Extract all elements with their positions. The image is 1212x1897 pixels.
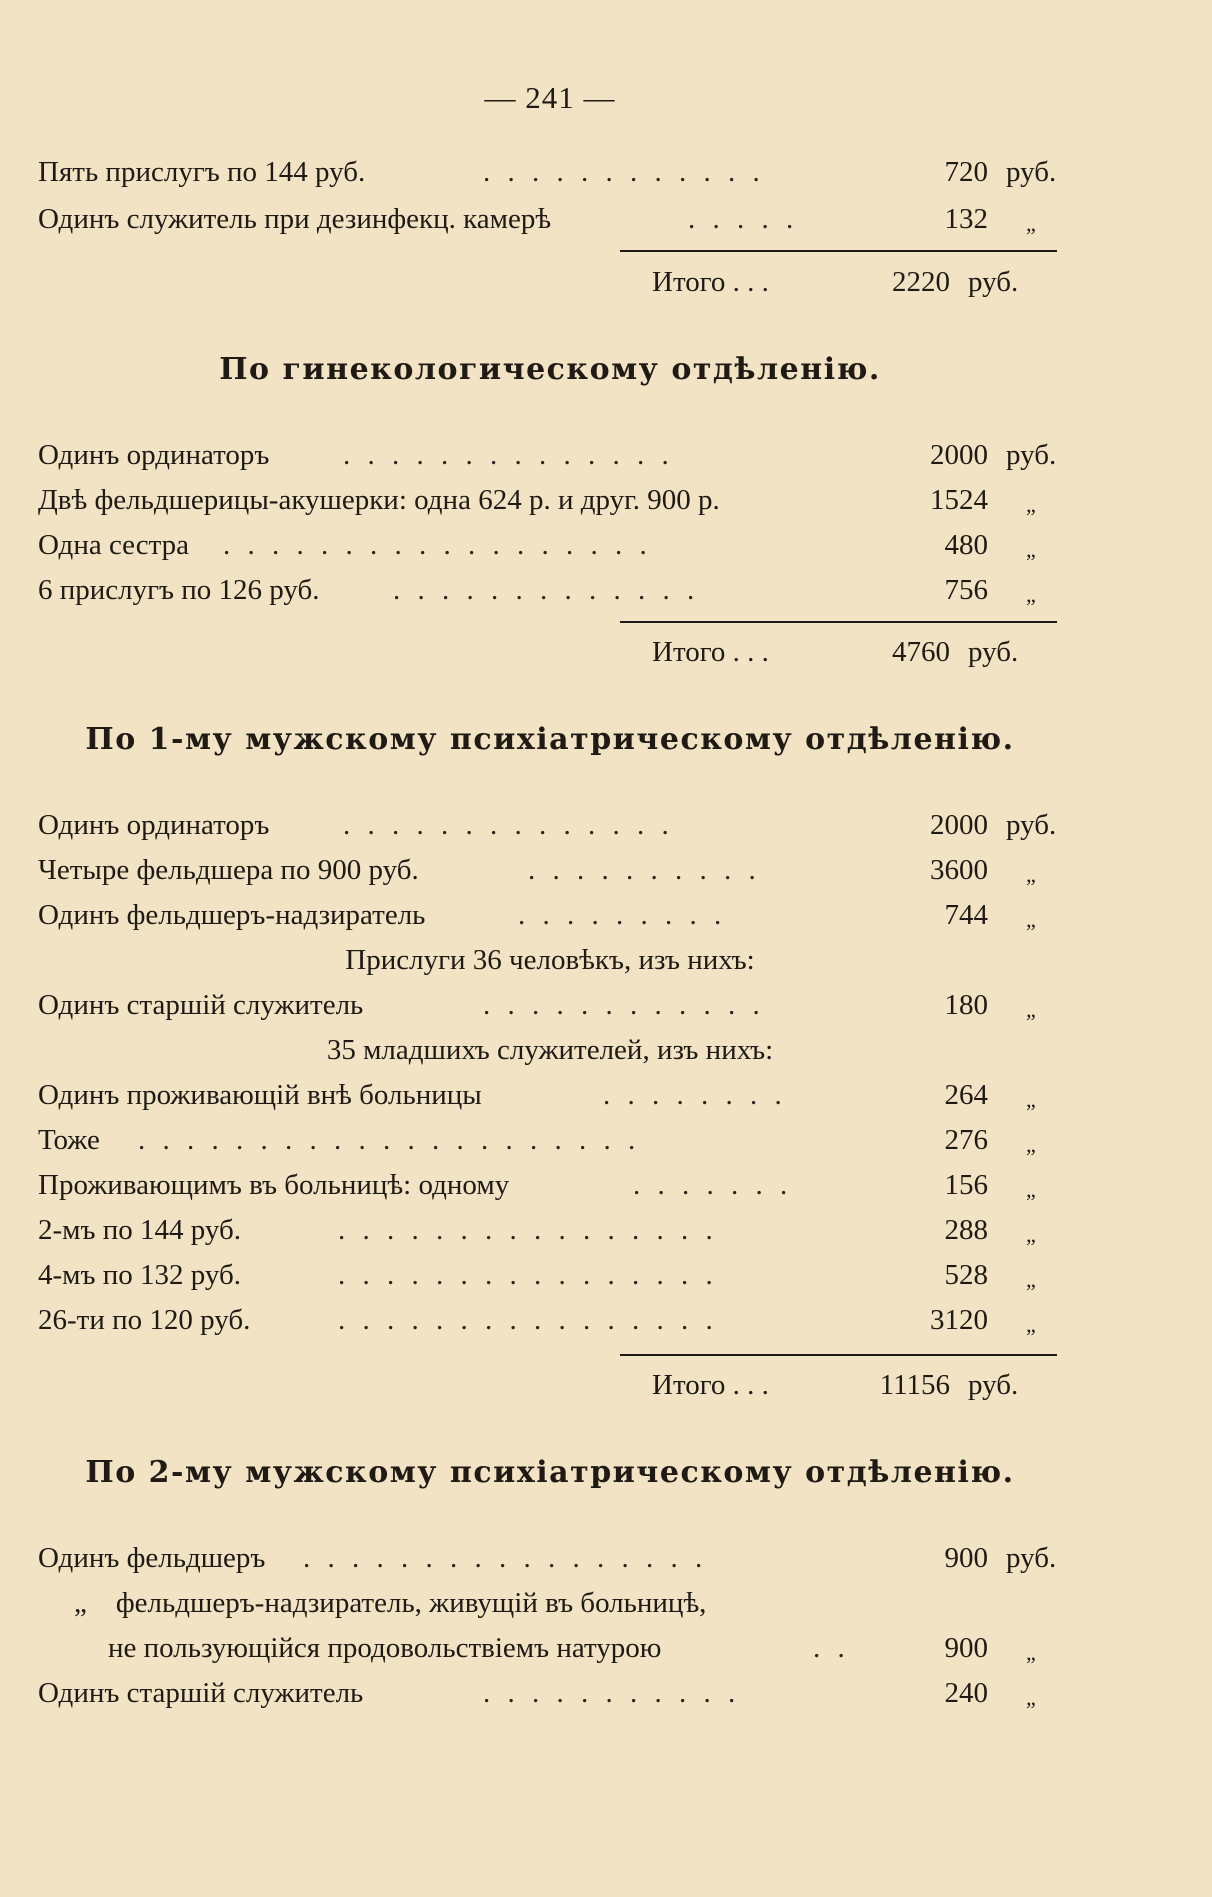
item-unit: „	[1026, 862, 1036, 887]
leader-dots: . . . . . . . . . . .	[483, 1677, 741, 1709]
item-unit: „	[1026, 1640, 1036, 1665]
item-unit: „	[1026, 492, 1036, 517]
item-amount: 288	[944, 1214, 988, 1246]
item-amount: 756	[944, 574, 988, 606]
item-label: Проживающимъ въ больницѣ: одному	[38, 1169, 510, 1201]
item-label: не пользующійся продовольствіемъ натурою	[108, 1632, 662, 1664]
item-label: Одинъ старшій служитель	[38, 989, 364, 1021]
leader-dots: . . . . . . .	[633, 1169, 793, 1201]
item-unit: „	[1026, 1177, 1036, 1202]
total-label: Итого . . .	[652, 266, 769, 298]
item-amount: 180	[944, 989, 988, 1021]
total-row	[620, 1369, 1060, 1405]
total-row	[620, 636, 1060, 672]
item-amount: 276	[944, 1124, 988, 1156]
item-unit: руб.	[1006, 809, 1057, 841]
total-amount: 11156	[879, 1369, 950, 1401]
item-label: Тоже	[38, 1124, 100, 1156]
leader-dots: . . . . . . . . . . . . . . . . . .	[223, 529, 652, 561]
item-label: Одинъ ординаторъ	[38, 439, 270, 471]
item-label: 4-мъ по 132 руб.	[38, 1259, 242, 1291]
leader-dots: . . . . . . . . . . . . . . . . .	[303, 1542, 708, 1574]
item-amount: 480	[944, 529, 988, 561]
item-label: 26-ти по 120 руб.	[38, 1304, 251, 1336]
total-amount: 4760	[892, 636, 950, 668]
item-label: Одинъ служитель при дезинфекц. камерѣ	[38, 203, 552, 235]
leader-dots: . . . . . . . . . . . . . . . .	[338, 1214, 718, 1246]
item-label: Двѣ фельдшерицы-акушерки: одна 624 р. и друг. 900 р.	[38, 484, 720, 516]
item-label: Пять прислугъ по 144 руб.	[38, 156, 366, 188]
leader-dots: . . . . . . . . . . . . . .	[343, 439, 674, 471]
total-rule	[620, 1354, 1057, 1356]
subheading: 35 младшихъ служителей, изъ нихъ:	[326, 1034, 774, 1066]
section-heading: По 2-му мужскому психіатрическому отдѣленію.	[85, 1455, 1015, 1490]
leader-dots: . . . . . . . . . . . . . . . . . . . . .	[138, 1124, 641, 1156]
item-unit: „	[1026, 1267, 1036, 1292]
item-label: Одинъ фельдшеръ-надзиратель	[38, 899, 426, 931]
item-label: Четыре фельдшера по 900 руб.	[38, 854, 419, 886]
item-label: Одинъ фельдшеръ	[38, 1542, 266, 1574]
leader-dots: . . . . . . . . . . . . . . . .	[338, 1259, 718, 1291]
item-amount: 3600	[930, 854, 988, 886]
item-unit: „	[1026, 907, 1036, 932]
item-amount: 240	[944, 1677, 988, 1709]
total-unit: руб.	[968, 266, 1019, 298]
item-unit: руб.	[1006, 156, 1057, 188]
item-label: 6 прислугъ по 126 руб.	[38, 574, 320, 606]
leader-dots: . . . . . . . . . . . . . . . .	[338, 1304, 718, 1336]
section-heading: По гинекологическому отдѣленію.	[219, 352, 881, 387]
leader-dots: . . . . . . . . . . . .	[483, 156, 765, 188]
total-label: Итого . . .	[652, 636, 769, 668]
item-unit: „	[1026, 537, 1036, 562]
total-row	[620, 266, 1060, 302]
item-unit: руб.	[1006, 439, 1057, 471]
item-amount: 3120	[930, 1304, 988, 1336]
total-label: Итого . . .	[652, 1369, 769, 1401]
leader-dots: . . . . . . . .	[603, 1079, 787, 1111]
item-unit: „	[1026, 1132, 1036, 1157]
item-amount: 720	[944, 156, 988, 188]
item-amount: 264	[944, 1079, 988, 1111]
item-label: Одинъ старшій служитель	[38, 1677, 364, 1709]
leader-dots: . . . . . . . . . . . . . .	[343, 809, 674, 841]
leader-dots: . . . . .	[688, 203, 799, 235]
item-amount: 744	[944, 899, 988, 931]
leader-dots: . . . . . . . . .	[518, 899, 727, 931]
item-unit: „	[1026, 1087, 1036, 1112]
item-amount: 900	[944, 1632, 988, 1664]
item-label: 2-мъ по 144 руб.	[38, 1214, 242, 1246]
item-amount: 900	[944, 1542, 988, 1574]
subheading: Прислуги 36 человѣкъ, изъ нихъ:	[345, 944, 755, 976]
item-label: Одна сестра	[38, 529, 190, 561]
total-rule	[620, 621, 1057, 623]
total-amount: 2220	[892, 266, 950, 298]
total-rule	[620, 250, 1057, 252]
leader-dots: . .	[813, 1632, 850, 1664]
item-label: Одинъ ординаторъ	[38, 809, 270, 841]
item-unit: „	[1026, 211, 1036, 236]
item-amount: 2000	[930, 439, 988, 471]
total-unit: руб.	[968, 1369, 1019, 1401]
item-amount: 528	[944, 1259, 988, 1291]
item-unit: „	[1026, 582, 1036, 607]
item-amount: 156	[944, 1169, 988, 1201]
item-unit: „	[1026, 1312, 1036, 1337]
item-unit: руб.	[1006, 1542, 1057, 1574]
item-unit: „	[1026, 1685, 1036, 1710]
page-number: — 241 —	[484, 80, 616, 115]
total-unit: руб.	[968, 636, 1019, 668]
leader-dots: . . . . . . . . . . . . .	[393, 574, 700, 606]
item-amount: 1524	[930, 484, 988, 516]
section-heading: По 1-му мужскому психіатрическому отдѣленію.	[85, 722, 1015, 757]
item-unit: „	[1026, 1222, 1036, 1247]
item-amount: 132	[944, 203, 988, 235]
leader-dots: . . . . . . . . . .	[528, 854, 761, 886]
item-label: Одинъ проживающій внѣ больницы	[38, 1079, 482, 1111]
leader-dots: . . . . . . . . . . . .	[483, 989, 765, 1021]
item-amount: 2000	[930, 809, 988, 841]
item-label: „ фельдшеръ-надзиратель, живущій въ больницѣ,	[74, 1587, 707, 1619]
item-unit: „	[1026, 997, 1036, 1022]
